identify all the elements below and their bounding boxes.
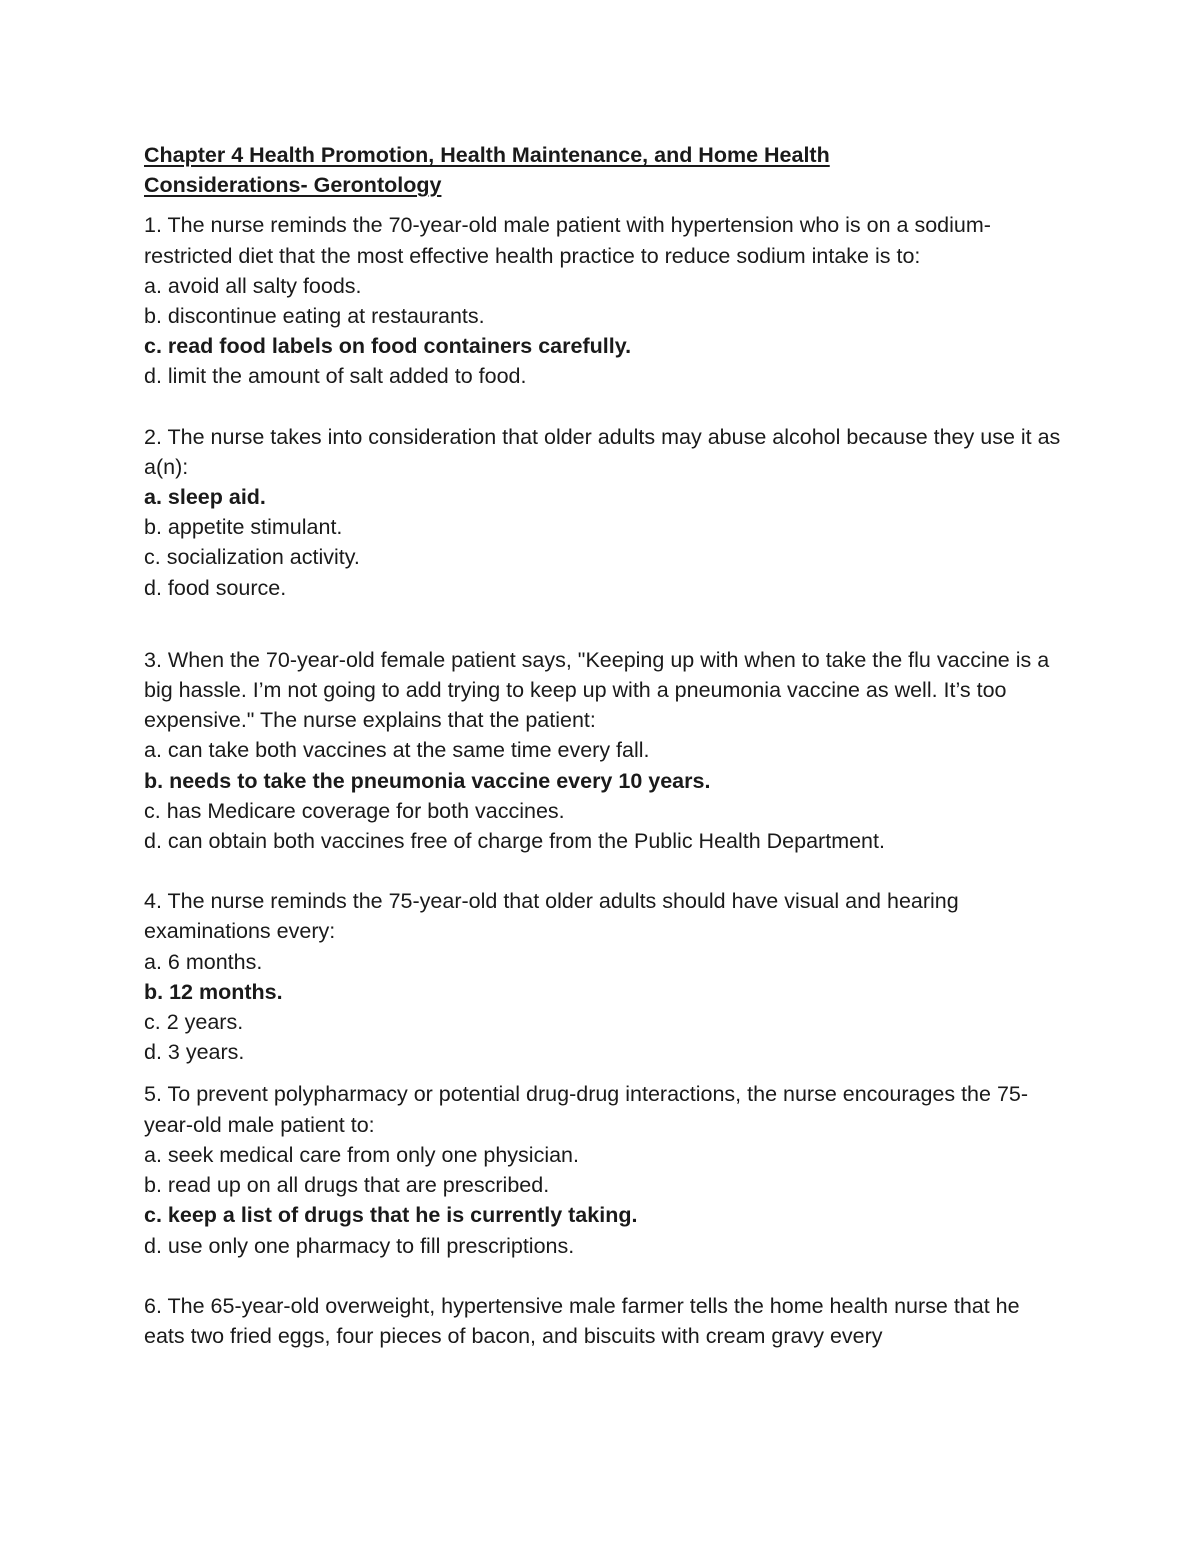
answer-option: a. seek medical care from only one physician. xyxy=(144,1142,579,1167)
correct-answer-option: b. 12 months. xyxy=(144,979,283,1004)
answer-option: c. socialization activity. xyxy=(144,545,360,570)
question-5 xyxy=(144,1079,1064,1260)
question-3 xyxy=(144,645,1064,856)
question-stem: 6. The 65-year-old overweight, hypertensive male farmer tells the home health nurse that he eats two fried eggs, four pieces of bacon, and biscuits with cream gravy every xyxy=(144,1293,1020,1348)
answer-option: d. limit the amount of salt added to food. xyxy=(144,364,527,389)
answer-option: d. 3 years. xyxy=(144,1040,245,1065)
answer-option: d. use only one pharmacy to fill prescriptions. xyxy=(144,1233,575,1258)
answer-option: b. appetite stimulant. xyxy=(144,515,343,540)
title-line-1: Chapter 4 Health Promotion, Health Maintenance, and Home Health xyxy=(144,143,830,167)
correct-answer-option: a. sleep aid. xyxy=(144,485,266,510)
question-1 xyxy=(144,210,1064,391)
answer-option: a. can take both vaccines at the same time every fall. xyxy=(144,738,650,763)
question-stem: 1. The nurse reminds the 70-year-old male patient with hypertension who is on a sodium-restricted diet that the most effective health practice to reduce sodium intake is to: xyxy=(144,213,991,268)
question-2 xyxy=(144,422,1064,603)
correct-answer-option: c. keep a list of drugs that he is currently taking. xyxy=(144,1203,638,1228)
question-4 xyxy=(144,886,1064,1067)
correct-answer-option: c. read food labels on food containers carefully. xyxy=(144,334,632,359)
document-page xyxy=(144,140,1064,1351)
answer-option: c. has Medicare coverage for both vaccines. xyxy=(144,798,565,823)
question-stem: 5. To prevent polypharmacy or potential drug-drug interactions, the nurse encourages the 75-year-old male patient to: xyxy=(144,1082,1029,1137)
question-stem: 4. The nurse reminds the 75-year-old that older adults should have visual and hearing examinations every: xyxy=(144,889,959,944)
question-stem: 3. When the 70-year-old female patient says, "Keeping up with when to take the flu vaccine is a big hassle. I’m not going to add trying to keep up with a pneumonia vaccine as well. It’s too expensive." The nurse explains that the patient: xyxy=(144,647,1050,733)
answer-option: b. read up on all drugs that are prescribed. xyxy=(144,1173,550,1198)
document-title xyxy=(144,140,1064,200)
answer-option: a. avoid all salty foods. xyxy=(144,273,362,298)
title-line-2: Considerations- Gerontology xyxy=(144,173,442,198)
answer-option: a. 6 months. xyxy=(144,949,263,974)
answer-option: d. can obtain both vaccines free of charge from the Public Health Department. xyxy=(144,829,885,854)
answer-option: b. discontinue eating at restaurants. xyxy=(144,304,485,329)
question-6 xyxy=(144,1291,1064,1351)
question-stem: 2. The nurse takes into consideration that older adults may abuse alcohol because they use it as a(n): xyxy=(144,424,1061,479)
correct-answer-option: b. needs to take the pneumonia vaccine every 10 years. xyxy=(144,768,711,793)
answer-option: d. food source. xyxy=(144,575,287,600)
answer-option: c. 2 years. xyxy=(144,1010,244,1035)
